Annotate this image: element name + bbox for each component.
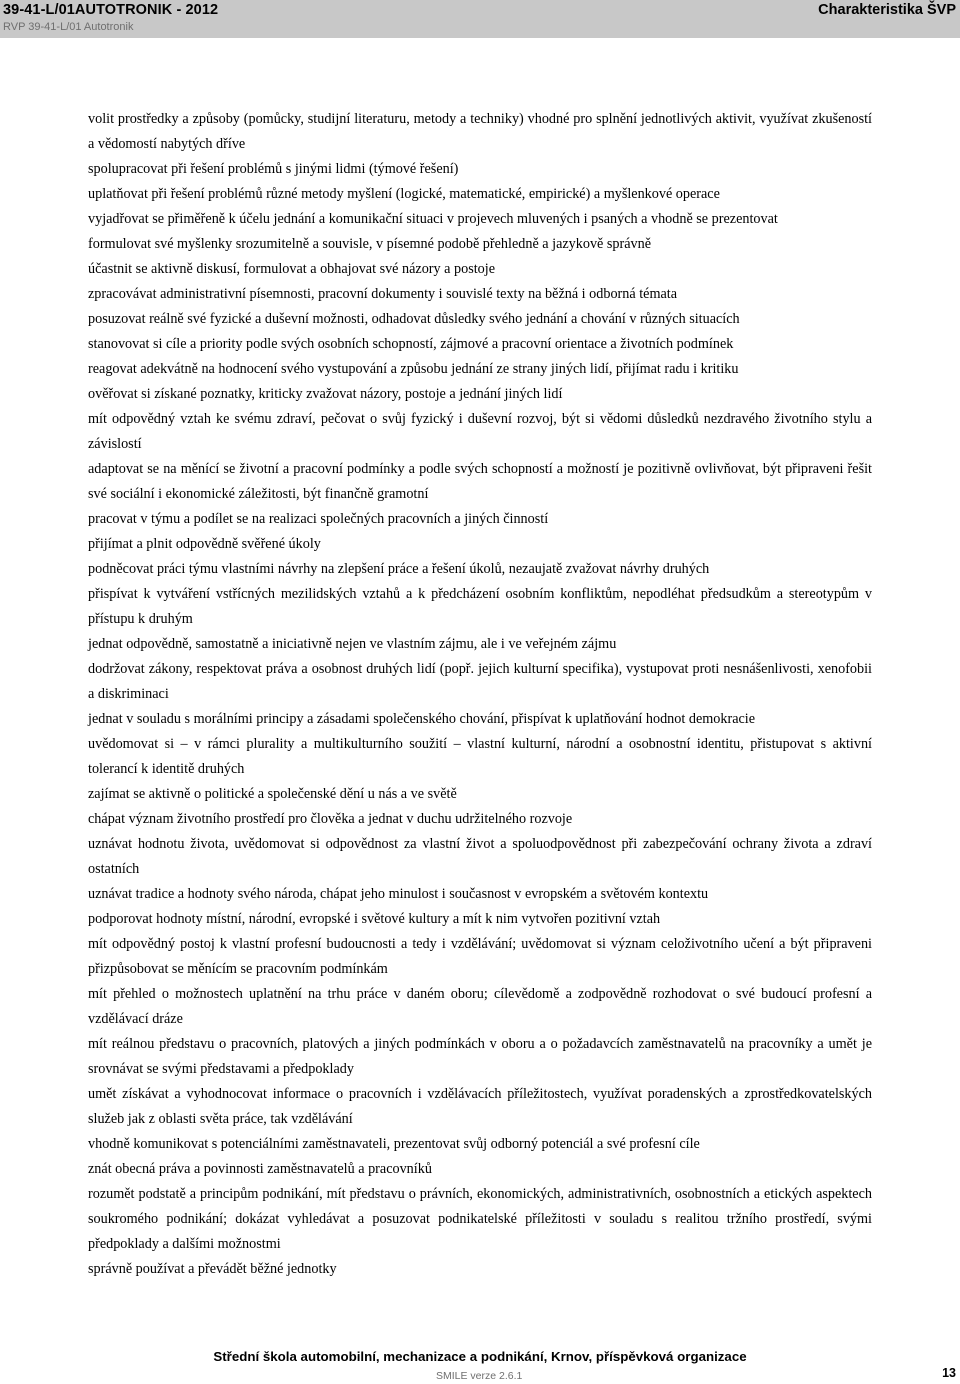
footer-school-name: Střední škola automobilní, mechanizace a podnikání, Krnov, příspěvková organizace (213, 1349, 747, 1364)
list-item: vhodně komunikovat s potenciálními zaměstnavateli, prezentovat svůj odborný potenciál a své profesní cíle (88, 1136, 700, 1152)
list-item: přijímat a plnit odpovědně svěřené úkoly (88, 536, 321, 552)
list-item: ověřovat si získané poznatky, kriticky zvažovat názory, postoje a jednání jiných lidí (88, 386, 563, 402)
list-item: podněcovat práci týmu vlastními návrhy na zlepšení práce a řešení úkolů, nezaujatě zvažovat návrhy druhých (88, 561, 710, 577)
list-item: pracovat v týmu a podílet se na realizaci společných pracovních a jiných činností (88, 511, 549, 527)
list-item: znát obecná práva a povinnosti zaměstnavatelů a pracovníků (88, 1161, 432, 1177)
list-item: mít odpovědný vztah ke svému zdraví, pečovat o svůj fyzický i duševní rozvoj, být si vědomi důsledků nezdravého životního stylu a závislostí (88, 411, 872, 452)
list-item: uvědomovat si – v rámci plurality a multikulturního soužití – vlastní kulturní, národní a osobnostní identitu, přistupovat s aktivní tolerancí k identitě druhých (88, 736, 872, 777)
list-item: reagovat adekvátně na hodnocení svého vystupování a způsobu jednání ze strany jiných lidí, přijímat radu i kritiku (88, 361, 739, 377)
list-item: formulovat své myšlenky srozumitelně a souvisle, v písemné podobě přehledně a jazykově správně (88, 236, 652, 252)
list-item: mít odpovědný postoj k vlastní profesní budoucnosti a tedy i vzdělávání; uvědomovat si význam celoživotního učení a být připraveni přizpůsobovat se měnícím se pracovním podmínkám (88, 936, 872, 977)
document-title: 39-41-L/01AUTOTRONIK - 2012 (3, 2, 219, 18)
section-title: Charakteristika ŠVP (818, 2, 956, 18)
list-item: zpracovávat administrativní písemnosti, pracovní dokumenty i souvislé texty na běžná i odborná témata (88, 286, 678, 302)
list-item: umět získávat a vyhodnocovat informace o pracovních i vzdělávacích příležitostech, využívat poradenských a zprostředkovatelských služeb jak z oblasti světa práce, tak vzdělávání (88, 1086, 872, 1127)
list-item: vyjadřovat se přiměřeně k účelu jednání a komunikační situaci v projevech mluvených i psaných a vhodně se prezentovat (88, 211, 778, 227)
list-item: dodržovat zákony, respektovat práva a osobnost druhých lidí (popř. jejich kulturní specifika), vystupovat proti nesnášenlivosti, xenofobii a diskriminaci (88, 661, 872, 702)
list-item: stanovovat si cíle a priority podle svých osobních schopností, zájmové a pracovní orientace a životních podmínek (88, 336, 734, 352)
list-item: mít reálnou představu o pracovních, platových a jiných podmínkách v oboru a o požadavcích zaměstnavatelů na pracovníky a umět je srovnávat se svými představami a předpoklady (88, 1036, 872, 1077)
list-item: uznávat tradice a hodnoty svého národa, chápat jeho minulost i současnost v evropském a světovém kontextu (88, 886, 709, 902)
document-subtitle: RVP 39-41-L/01 Autotronik (3, 21, 134, 33)
list-item: chápat význam životního prostředí pro člověka a jednat v duchu udržitelného rozvoje (88, 811, 573, 827)
list-item: jednat odpovědně, samostatně a iniciativně nejen ve vlastním zájmu, ale i ve veřejném zájmu (88, 636, 617, 652)
page-header (0, 0, 960, 38)
page-number: 13 (942, 1366, 956, 1380)
list-item: uplatňovat při řešení problémů různé metody myšlení (logické, matematické, empirické) a myšlenkové operace (88, 186, 720, 202)
list-item: jednat v souladu s morálními principy a zásadami společenského chování, přispívat k uplatňování hodnot demokracie (88, 711, 756, 727)
list-item: rozumět podstatě a principům podnikání, mít představu o právních, ekonomických, administrativních, osobnostních a etických aspektech soukromého podnikání; dokázat vyhledávat a posuzovat podnikatelské příležitosti v souladu s realitou tržního prostředí, svými předpoklady a dalšími možnostmi (88, 1186, 872, 1252)
list-item: posuzovat reálně své fyzické a duševní možnosti, odhadovat důsledky svého jednání a chování v různých situacích (88, 311, 740, 327)
competency-list (88, 107, 872, 1282)
list-item: podporovat hodnoty místní, národní, evropské i světové kultury a mít k nim vytvořen pozitivní vztah (88, 911, 661, 927)
footer-version: SMILE verze 2.6.1 (436, 1370, 523, 1382)
list-item: volit prostředky a způsoby (pomůcky, studijní literaturu, metody a techniky) vhodné pro splnění jednotlivých aktivit, využívat zkušeností a vědomostí nabytých dříve (88, 111, 872, 152)
list-item: zajímat se aktivně o politické a společenské dění u nás a ve světě (88, 786, 457, 802)
list-item: účastnit se aktivně diskusí, formulovat a obhajovat své názory a postoje (88, 261, 496, 277)
list-item: přispívat k vytváření vstřícných mezilidských vztahů a k předcházení osobním konfliktům, nepodléhat předsudkům a stereotypům v přístupu k druhým (88, 586, 872, 627)
list-item: mít přehled o možnostech uplatnění na trhu práce v daném oboru; cílevědomě a zodpovědně rozhodovat o své budoucí profesní a vzdělávací dráze (88, 986, 872, 1027)
list-item: adaptovat se na měnící se životní a pracovní podmínky a podle svých schopností a možností je pozitivně ovlivňovat, být připraveni řešit své sociální i ekonomické záležitosti, být finančně gramotní (88, 461, 872, 502)
list-item: správně používat a převádět běžné jednotky (88, 1261, 337, 1277)
list-item: spolupracovat při řešení problémů s jinými lidmi (týmové řešení) (88, 161, 459, 177)
list-item: uznávat hodnotu života, uvědomovat si odpovědnost za vlastní život a spoluodpovědnost při zabezpečování ochrany života a zdraví ostatních (88, 836, 872, 877)
